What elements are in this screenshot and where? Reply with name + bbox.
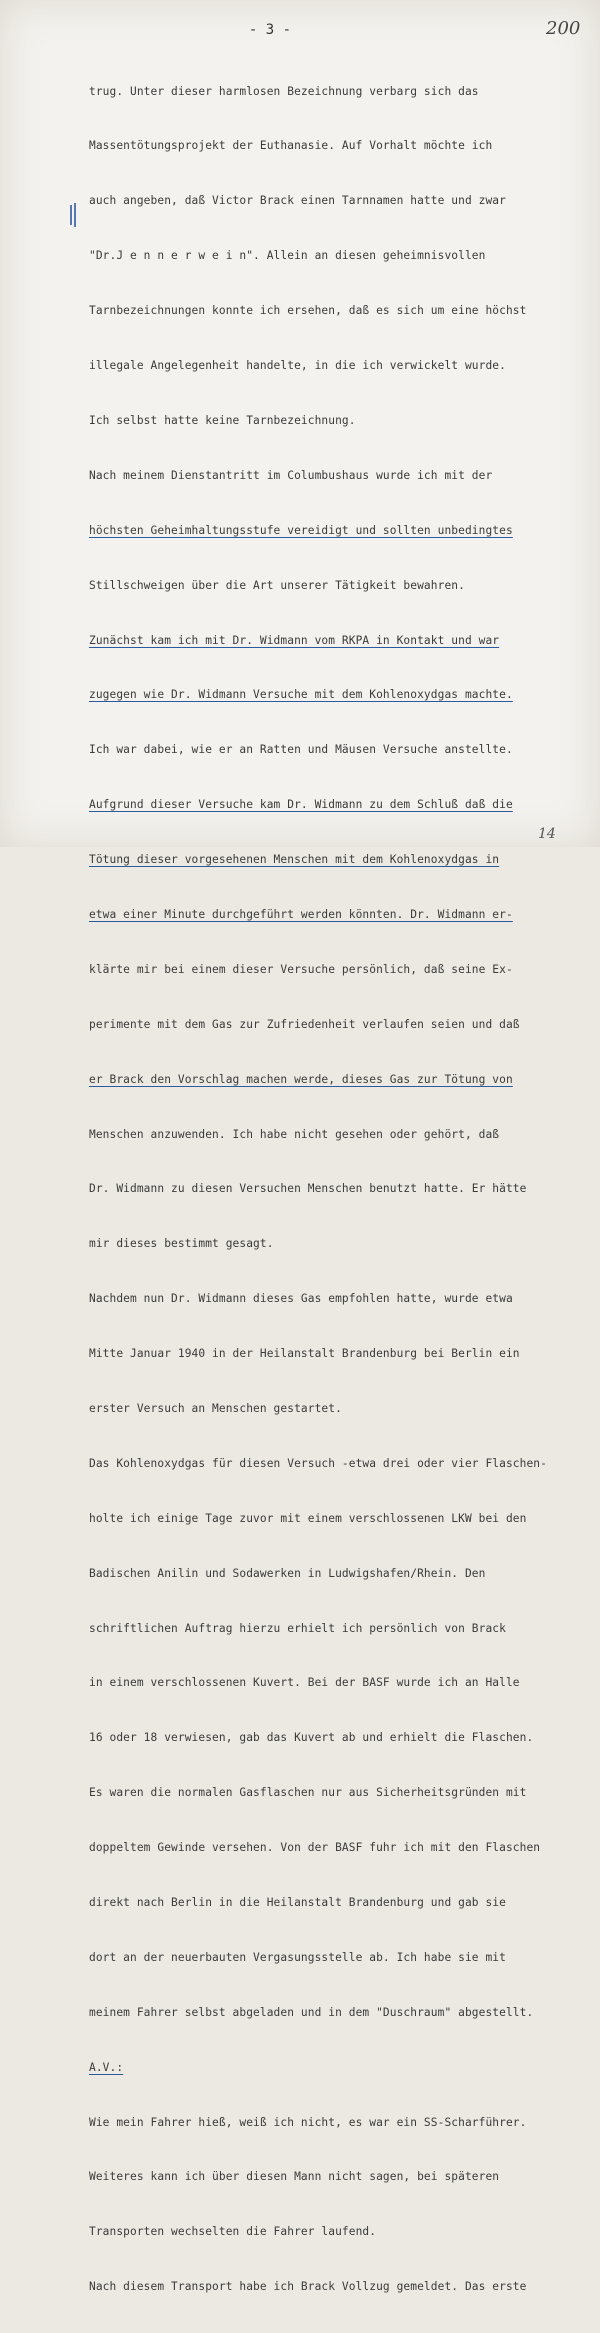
text-line-underlined: Aufgrund dieser Versuche kam Dr. Widmann zu dem Schluß daß die — [89, 798, 513, 812]
text-line: trug. Unter dieser harmlosen Bezeichnung verbarg sich das — [89, 84, 479, 98]
text-line: Nach diesem Transport habe ich Brack Vollzug gemeldet. Das erste — [89, 2280, 527, 2294]
text-line: perimente mit dem Gas zur Zufriedenheit verlaufen seien und daß — [89, 1017, 520, 1031]
text-line-underlined: A.V.: — [89, 2060, 124, 2074]
text-line: in einem verschlossenen Kuvert. Bei der BASF wurde ich an Halle — [89, 1676, 520, 1690]
text-line-underlined: Tötung dieser vorgesehenen Menschen mit dem Kohlenoxydgas in — [89, 853, 500, 867]
text-line-underlined: Zunächst kam ich mit Dr. Widmann vom RKPA in Kontakt und war — [89, 633, 500, 647]
text-line: 16 oder 18 verwiesen, gab das Kuvert ab und erhielt die Flaschen. — [89, 1731, 534, 1745]
text-line: Nach meinem Dienstantritt im Columbushaus wurde ich mit der — [89, 468, 493, 482]
text-line: Dr. Widmann zu diesen Versuchen Menschen benutzt hatte. Er hätte — [89, 1182, 527, 1196]
text-line: holte ich einige Tage zuvor mit einem verschlossenen LKW bei den — [89, 1511, 527, 1525]
text-line: direkt nach Berlin in die Heilanstalt Brandenburg und gab sie — [89, 1895, 506, 1909]
text-line: meinem Fahrer selbst abgeladen und in dem "Duschraum" abgestellt. — [89, 2005, 534, 2019]
text-line: Ich selbst hatte keine Tarnbezeichnung. — [89, 413, 356, 427]
document-body — [89, 46, 589, 2333]
page-number: - 3 - — [248, 22, 292, 38]
text-line: Badischen Anilin und Sodawerken in Ludwigshafen/Rhein. Den — [89, 1566, 486, 1580]
text-line: Mitte Januar 1940 in der Heilanstalt Brandenburg bei Berlin ein — [89, 1347, 520, 1361]
text-line: Tarnbezeichnungen konnte ich ersehen, daß es sich um eine höchst — [89, 304, 527, 318]
text-line-underlined: er Brack den Vorschlag machen werde, dieses Gas zur Tötung von — [89, 1072, 513, 1086]
text-line: Stillschweigen über die Art unserer Tätigkeit bewahren. — [89, 578, 465, 592]
text-line: Wie mein Fahrer hieß, weiß ich nicht, es war ein SS-Scharführer. — [89, 2115, 527, 2129]
text-line: Weiteres kann ich über diesen Mann nicht sagen, bei späteren — [89, 2170, 500, 2184]
text-line-underlined: zugegen wie Dr. Widmann Versuche mit dem Kohlenoxydgas machte. — [89, 688, 513, 702]
text-line-underlined: etwa einer Minute durchgeführt werden könnten. Dr. Widmann er- — [89, 907, 513, 921]
text-line: schriftlichen Auftrag hierzu erhielt ich persönlich von Brack — [89, 1621, 506, 1635]
text-line: Das Kohlenoxydgas für diesen Versuch -etwa drei oder vier Flaschen- — [89, 1456, 547, 1470]
handwritten-folio: 200 — [546, 18, 581, 39]
text-line: "Dr.J e n n e r w e i n". Allein an diesen geheimnisvollen — [89, 249, 486, 263]
text-line: Transporten wechselten die Fahrer laufend. — [89, 2225, 377, 2239]
text-line: mir dieses bestimmt gesagt. — [89, 1237, 274, 1251]
text-line: illegale Angelegenheit handelte, in die ich verwickelt wurde. — [89, 359, 506, 373]
text-line: Nachdem nun Dr. Widmann dieses Gas empfohlen hatte, wurde etwa — [89, 1292, 513, 1306]
text-line-underlined: höchsten Geheimhaltungsstufe vereidigt und sollten unbedingtes — [89, 523, 513, 537]
text-line: Massentötungsprojekt der Euthanasie. Auf Vorhalt möchte ich — [89, 139, 493, 153]
text-line: dort an der neuerbauten Vergasungsstelle ab. Ich habe sie mit — [89, 1950, 506, 1964]
handwritten-footer-number: 14 — [538, 826, 556, 842]
text-line: klärte mir bei einem dieser Versuche persönlich, daß seine Ex- — [89, 962, 513, 976]
text-line: Menschen anzuwenden. Ich habe nicht gesehen oder gehört, daß — [89, 1127, 500, 1141]
text-line: Ich war dabei, wie er an Ratten und Mäusen Versuche anstellte. — [89, 743, 513, 757]
text-line: doppeltem Gewinde versehen. Von der BASF fuhr ich mit den Flaschen — [89, 1841, 541, 1855]
text-line: erster Versuch an Menschen gestartet. — [89, 1401, 342, 1415]
text-line: Es waren die normalen Gasflaschen nur aus Sicherheitsgründen mit — [89, 1786, 527, 1800]
margin-mark-icon — [66, 202, 84, 228]
text-line: auch angeben, daß Victor Brack einen Tarnnamen hatte und zwar — [89, 194, 506, 208]
